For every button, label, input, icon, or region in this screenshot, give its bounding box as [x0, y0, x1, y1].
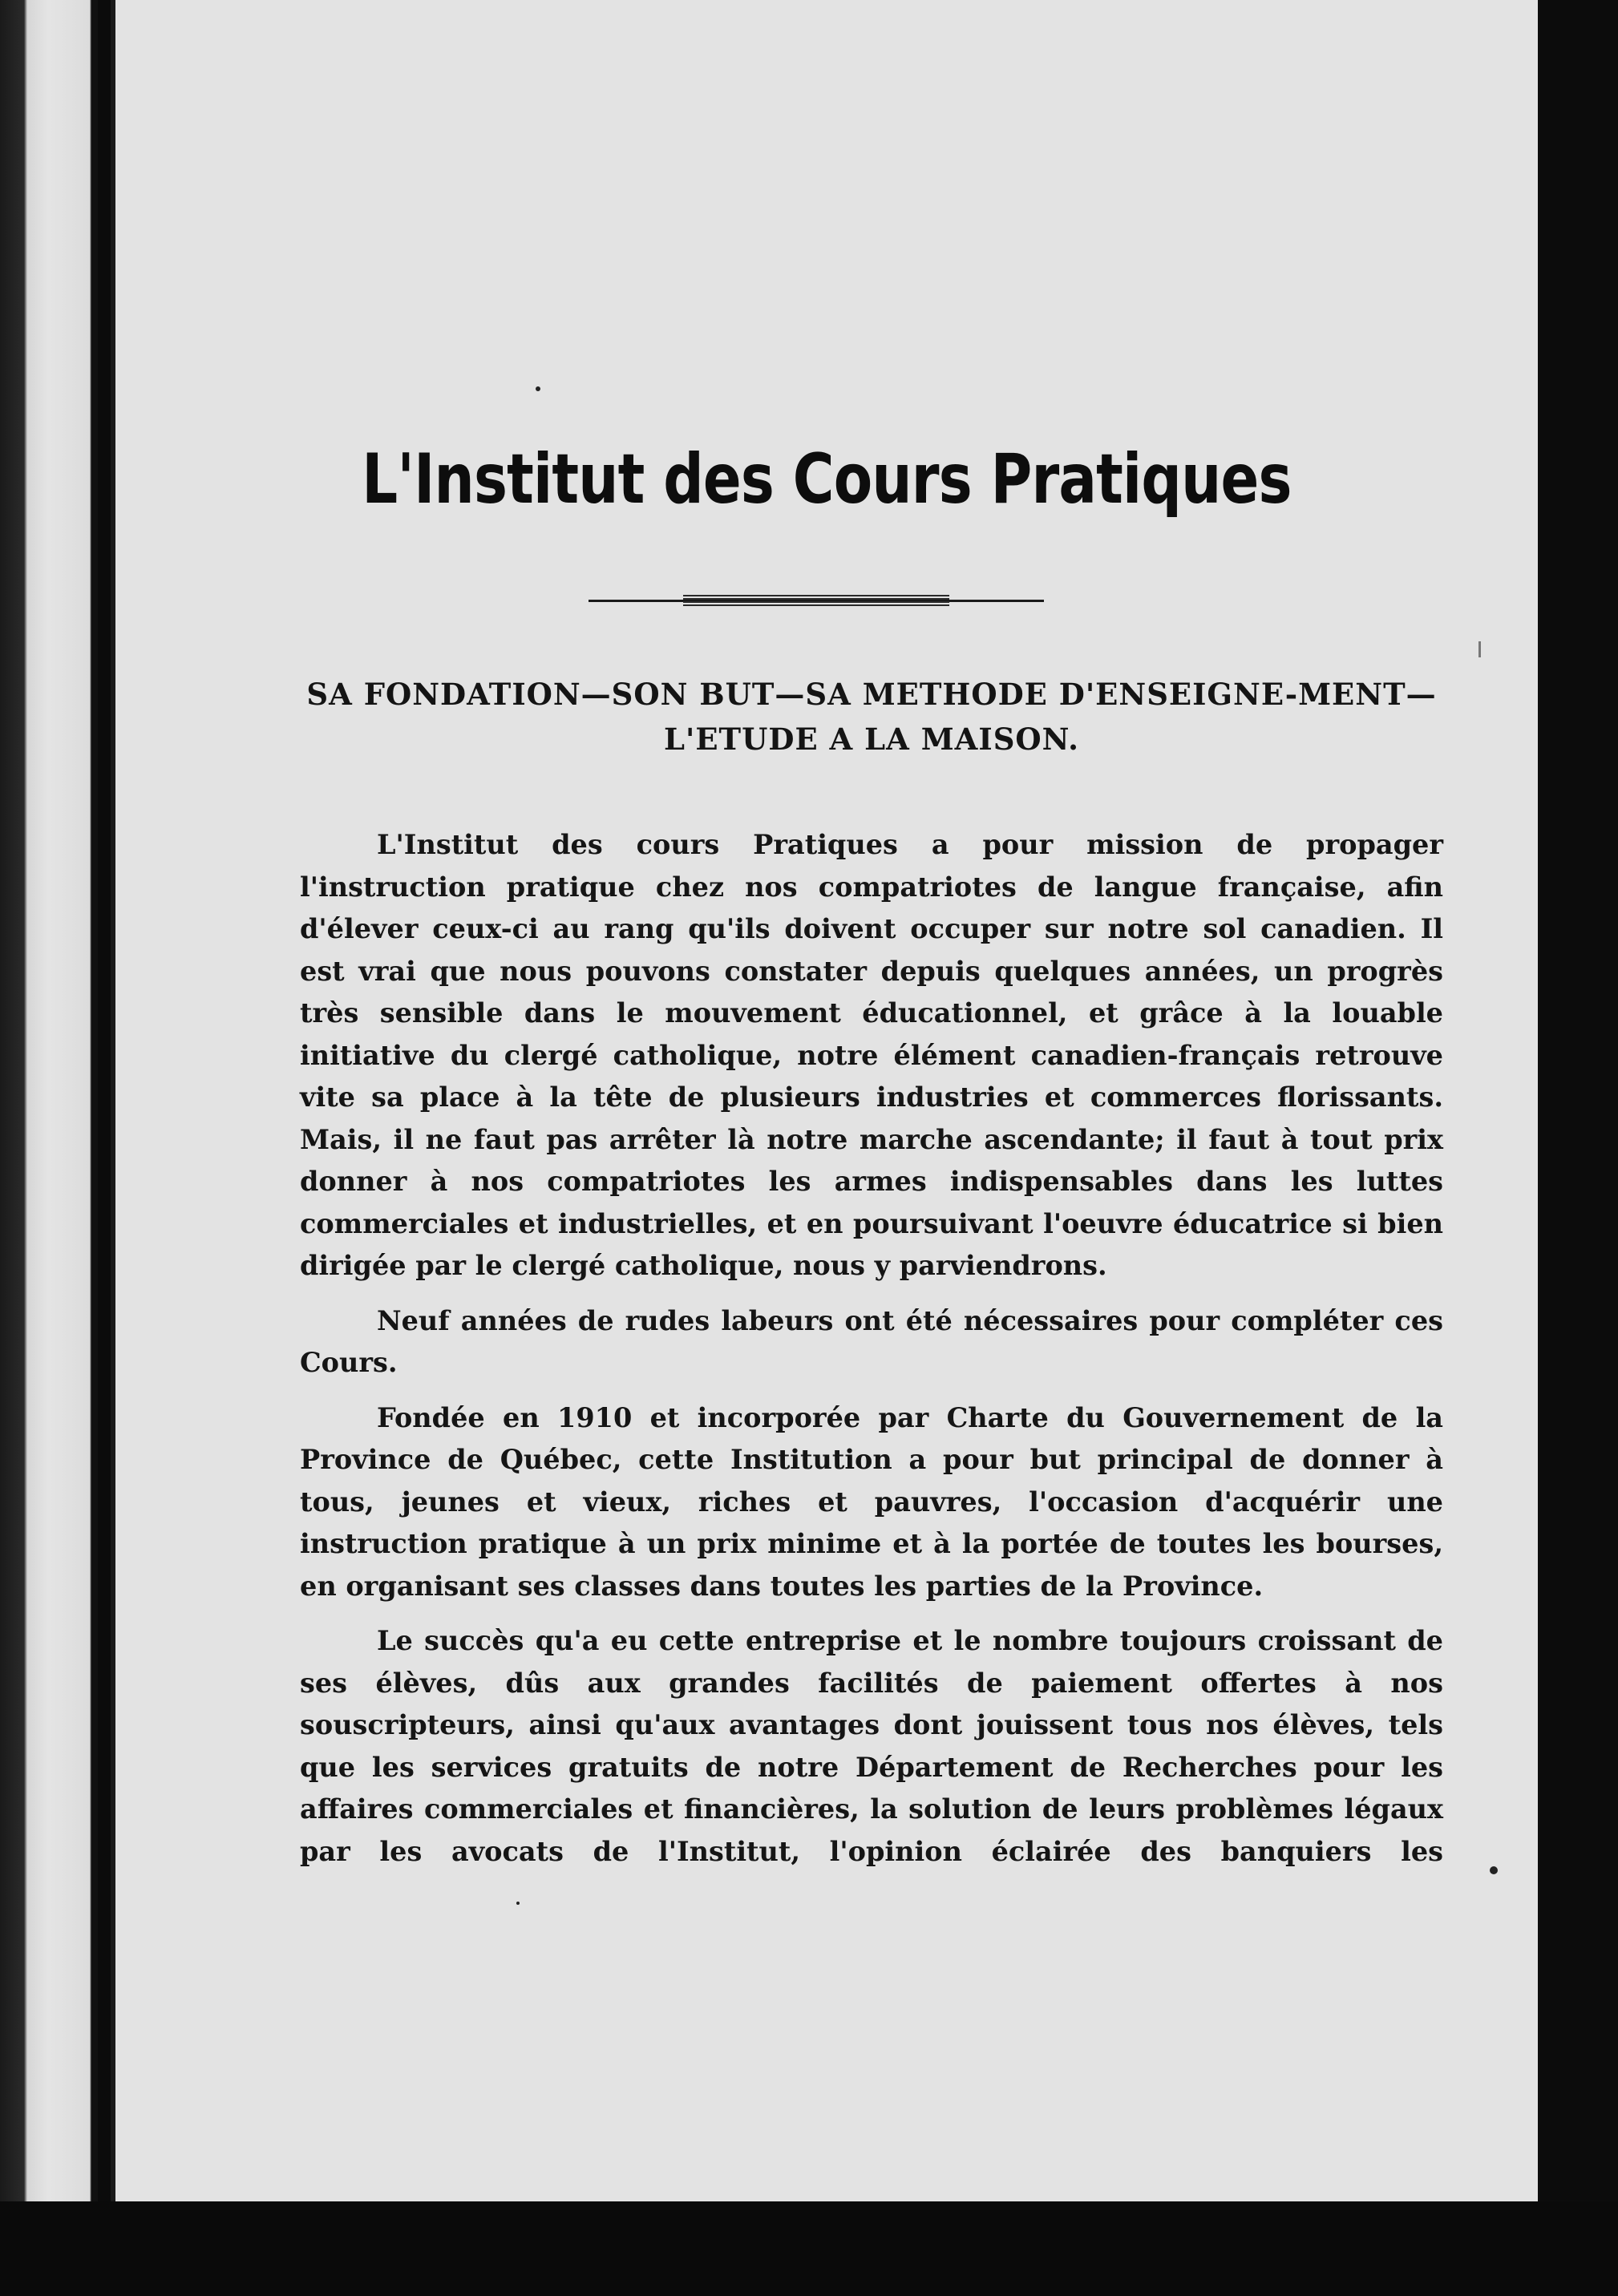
title-ornament-rule [589, 595, 1044, 606]
ornament-center-rules [683, 595, 949, 606]
paragraph-succes: Le succès qu'a eu cette entreprise et le nombre toujours croissant de ses élèves, dûs aux grandes facilités de paiement offertes à nos souscripteurs, ainsi qu'aux avantages dont jouissent tous nos élèves, tels que les services gratuits de notre Département de Recherches pour les affaires commerciales et financières, la solution de leurs problèmes légaux par les avocats de l'Institut, l'opinion éclairée des banquiers les [300, 1625, 1443, 1867]
document-page [111, 0, 1538, 2201]
scan-left-margin [0, 0, 98, 2296]
page-title: L'Institut des Cours Pratiques [362, 439, 1292, 519]
paragraph-mission: L'Institut des cours Pratiques a pour mission de propager l'instruction pratique chez nos compatriotes de langue française, afin d'élever ceux-ci au rang qu'ils doivent occuper sur notre sol canadien. Il est vrai que nous pouvons constater depuis quelques années, un progrès très sensible dans le mouvement éducationnel, et grâce à la louable initiative du clergé catholique, notre élément canadien-français retrouve vite sa place à la tête de plusieurs industries et commerces florissants. Mais, il ne faut pas arrêter là notre marche ascendante; il faut à tout prix donner à nos compatriotes les armes indispensables dans les luttes commerciales et industrielles, et en poursuivant l'oeuvre éducatrice si bien dirigée par le clergé catholique, nous y parviendrons. [300, 829, 1443, 1281]
section-subtitle: SA FONDATION—SON BUT—SA METHODE D'ENSEIGNE-MENT—L'ETUDE A LA MAISON. [306, 677, 1437, 757]
scan-right-margin [1538, 0, 1618, 2201]
scan-speck [1478, 641, 1481, 657]
paragraph-labeurs: Neuf années de rudes labeurs ont été nécessaires pour compléter ces Cours. [300, 1304, 1443, 1378]
scan-bottom-margin [0, 2201, 1618, 2296]
scan-speck [1490, 1866, 1498, 1874]
paragraph-fondation: Fondée en 1910 et incorporée par Charte du Gouvernement de la Province de Québec, cette Institution a pour but principal de donner à tous, jeunes et vieux, riches et pauvres, l'occasion d'acquérir une instruction pratique à un prix minime et à la portée de toutes les bourses, en organisant ses classes dans toutes les parties de la Province. [300, 1401, 1443, 1602]
scan-speck [516, 1902, 520, 1905]
body-text [300, 824, 1443, 1886]
scan-speck [536, 386, 540, 391]
